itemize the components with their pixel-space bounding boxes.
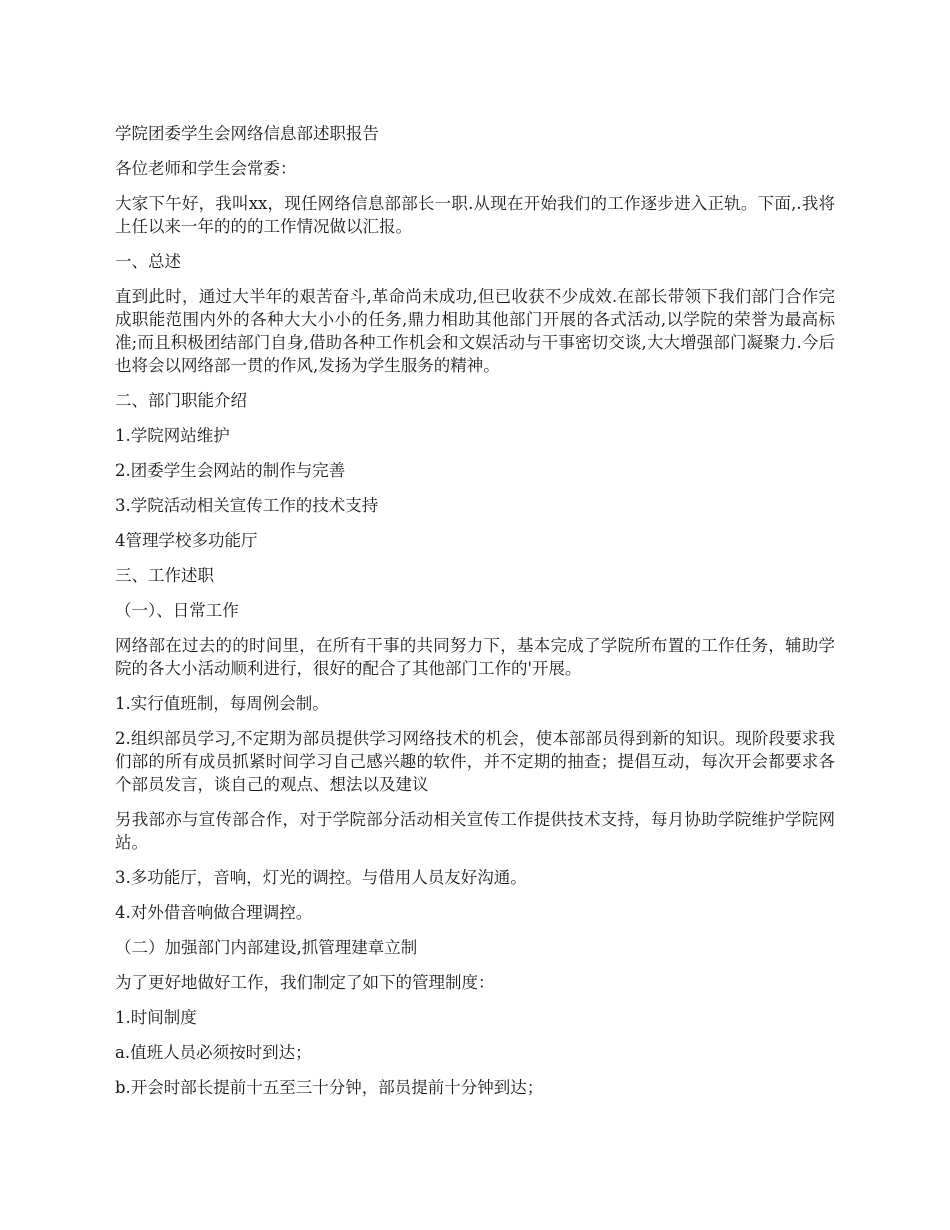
daily-work-item: 4.对外借音响做合理调控。 (115, 903, 313, 922)
document-body (115, 122, 835, 1111)
subsection-heading-internal-building: （二）加强部门内部建设,抓管理建章立制 (115, 938, 418, 957)
daily-work-paragraph: 另我部亦与宣传部合作，对于学院部分活动相关宣传工作提供技术支持，每月协助学院维护学院网站。 (115, 810, 835, 852)
document-title: 学院团委学生会网络信息部述职报告 (115, 124, 379, 143)
salutation: 各位老师和学生会常委： (115, 159, 297, 178)
management-intro-paragraph: 为了更好地做好工作，我们制定了如下的管理制度： (115, 973, 495, 992)
function-item: 3.学院活动相关宣传工作的技术支持 (115, 496, 379, 515)
section-heading-overview: 一、总述 (115, 252, 181, 271)
daily-work-paragraph: 网络部在过去的的时间里，在所有干事的共同努力下，基本完成了学院所布置的工作任务，辅助学院的各大小活动顺利进行，很好的配合了其他部门工作的'开展。 (115, 636, 835, 678)
rule-heading: 1.时间制度 (115, 1008, 197, 1027)
daily-work-item: 2.组织部员学习,不定期为部员提供学习网络技术的机会，使本部部员得到新的知识。现阶段要求我们部的所有成员抓紧时间学习自己感兴趣的软件，并不定期的抽查；提倡互动，每次开会都要求各个部员发言，谈自己的观点、想法以及建议 (115, 729, 835, 794)
subsection-heading-daily-work: （一）、日常工作 (115, 601, 239, 620)
daily-work-item: 3.多功能厅，音响，灯光的调控。与借用人员友好沟通。 (115, 868, 527, 887)
function-item: 2.团委学生会网站的制作与完善 (115, 461, 346, 480)
function-item: 4管理学校多功能厅 (115, 531, 258, 550)
opening-paragraph: 大家下午好，我叫xx，现任网络信息部部长一职.从现在开始我们的工作逐步进入正轨。下面,.我将上任以来一年的的的工作情况做以汇报。 (115, 194, 835, 236)
rule-item: b.开会时部长提前十五至三十分钟，部员提前十分钟到达； (115, 1078, 544, 1097)
rule-item: a.值班人员必须按时到达； (115, 1043, 312, 1062)
function-item: 1.学院网站维护 (115, 426, 230, 445)
section-heading-functions: 二、部门职能介绍 (115, 391, 247, 410)
overview-paragraph: 直到此时，通过大半年的艰苦奋斗,革命尚未成功,但已收获不少成效.在部长带领下我们部门合作完成职能范围内外的各种大大小小的任务,鼎力相助其他部门开展的各式活动,以学院的荣誉为最高标准;而且积极团结部门自身,借助各种工作机会和文娱活动与干事密切交谈,大大增强部门凝聚力.今后也将会以网络部一贯的作风,发扬为学生服务的精神。 (115, 287, 835, 375)
section-heading-work-report: 三、工作述职 (115, 566, 214, 585)
daily-work-item: 1.实行值班制，每周例会制。 (115, 694, 329, 713)
